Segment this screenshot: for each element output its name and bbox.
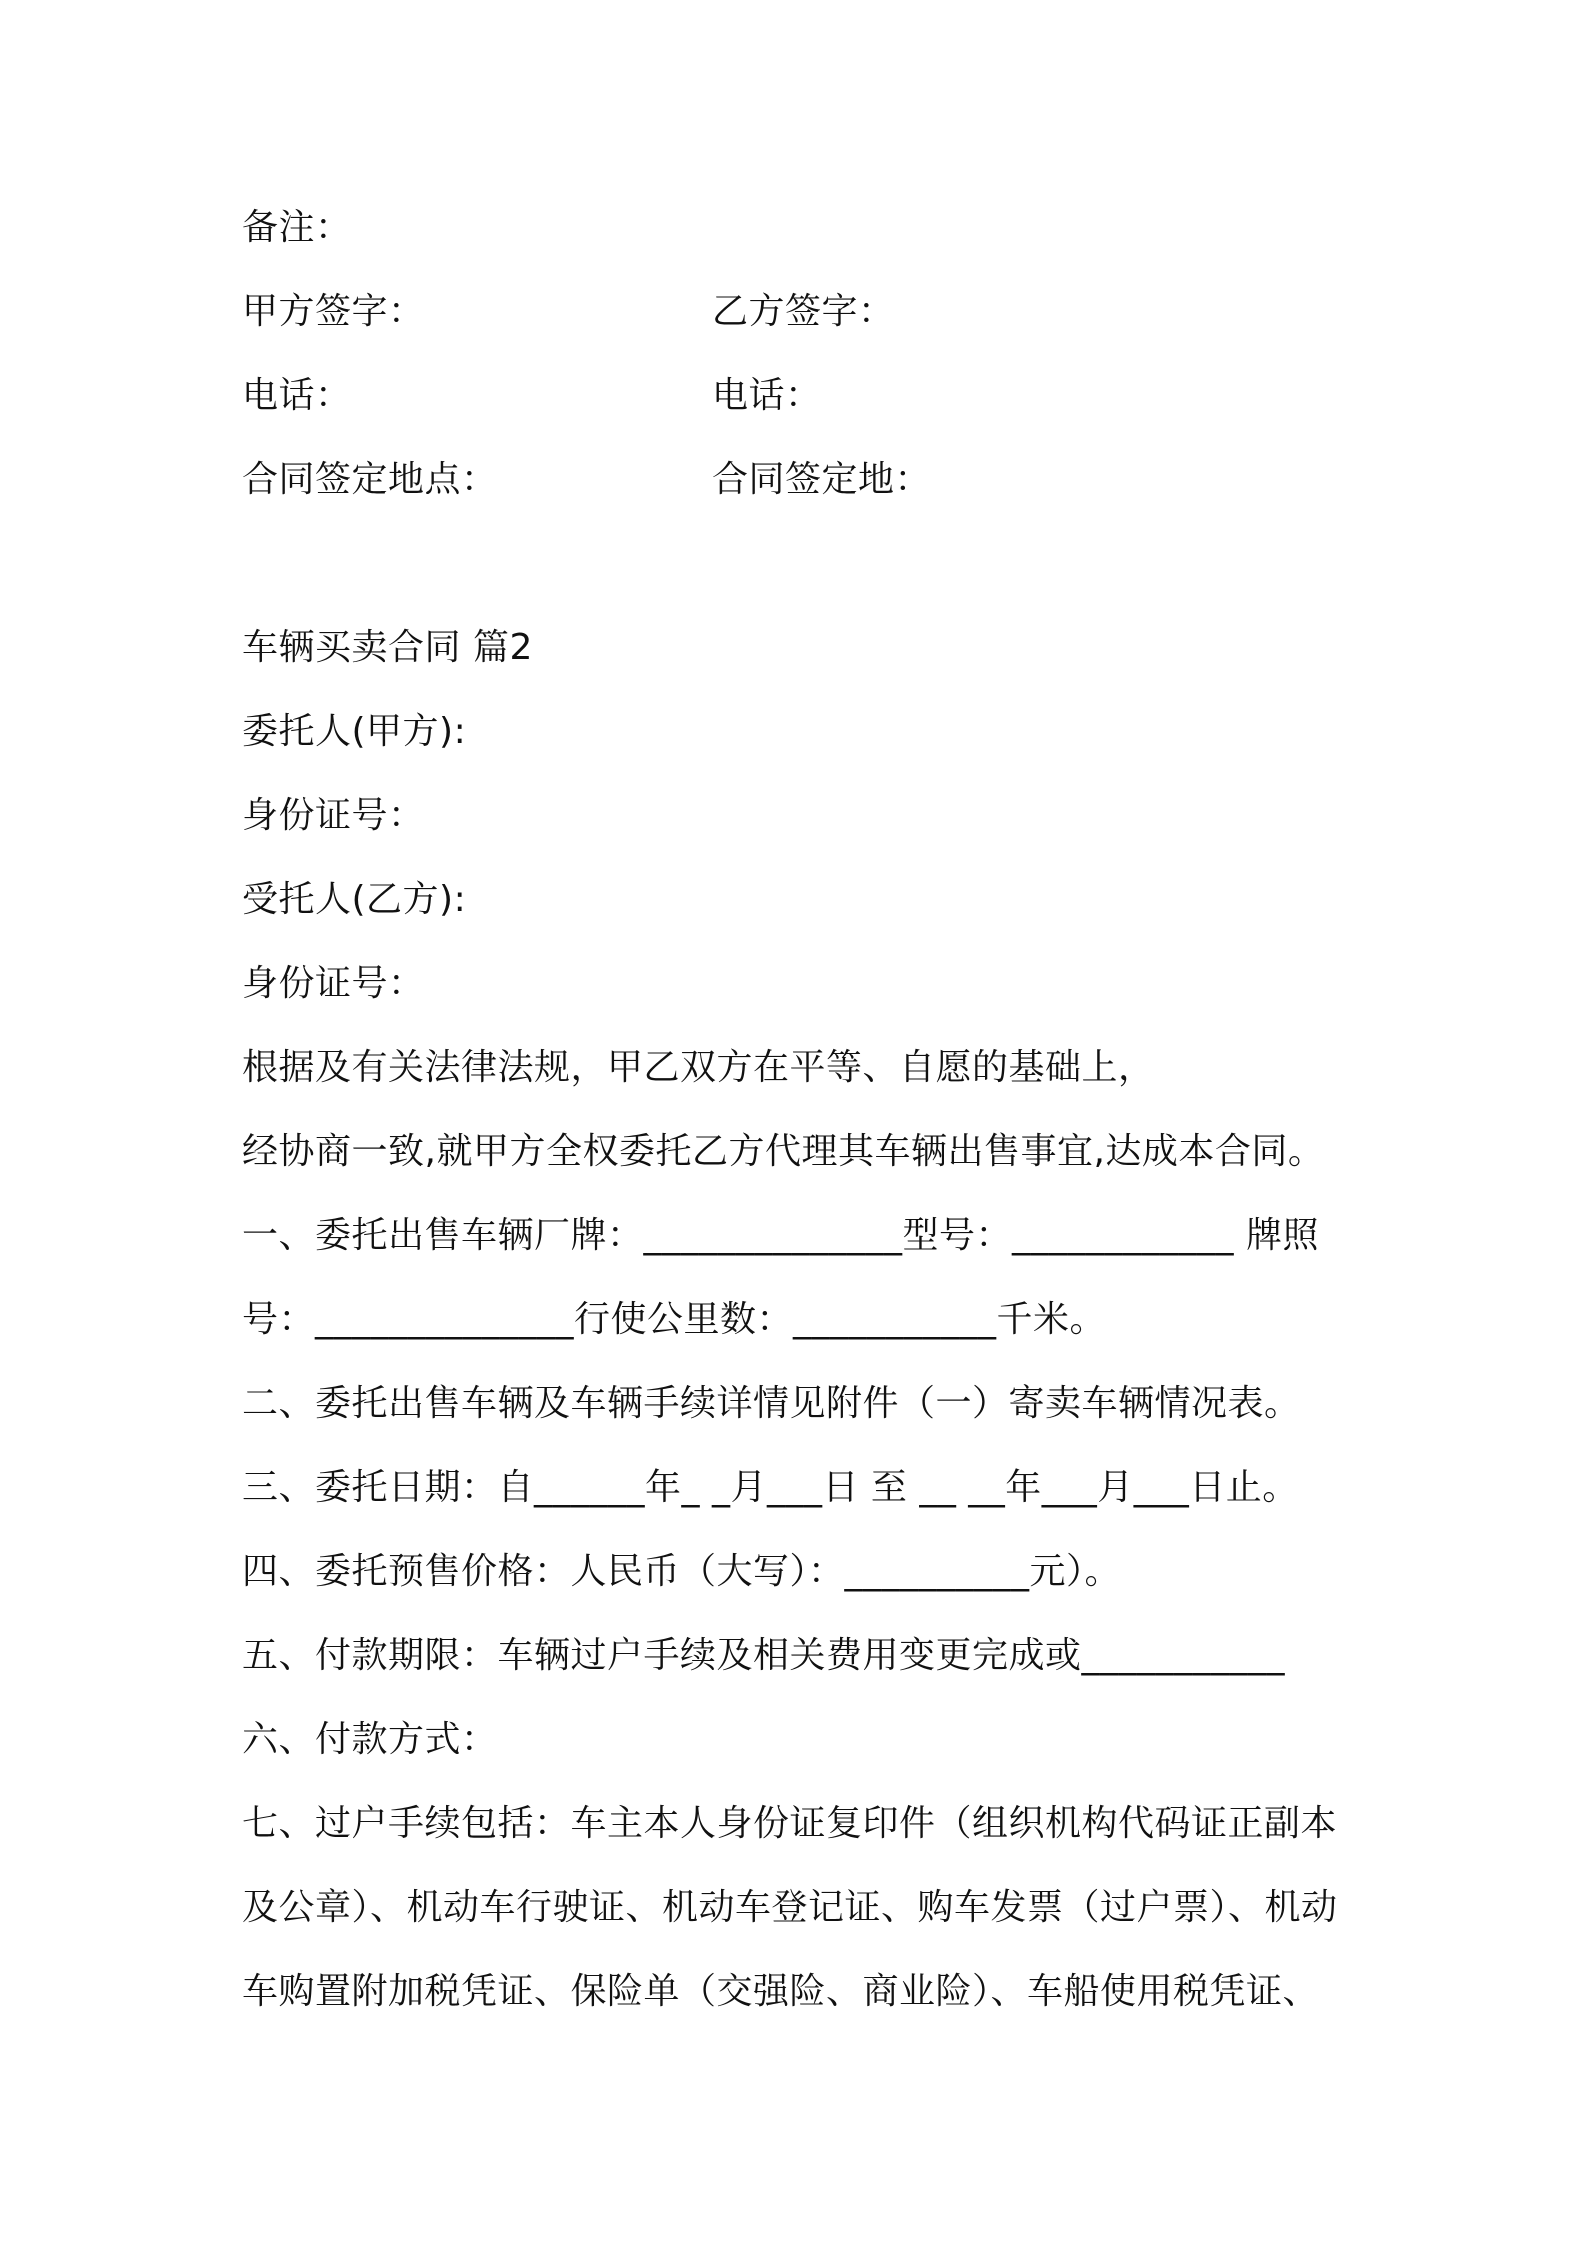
paragraph-1: 根据及有关法律法规，甲乙双方在平等、自愿的基础上， [242,1047,1155,1088]
remarks-line: 备注： [242,207,352,248]
item-3: 三、委托日期：自______年_ _月___日 至 __ __年___月___日止。 [242,1467,1299,1508]
item-7-line-3: 车购置附加税凭证、保险单（交强险、商业险）、车船使用税凭证、 [242,1971,1320,2012]
item-1-line-2: 号：______________行使公里数：___________千米。 [242,1299,1107,1340]
item-7-line-2: 及公章）、机动车行驶证、机动车登记证、购车发票（过户票）、机动 [242,1887,1338,1928]
party-b-signature: 乙方签字： [712,291,895,332]
client-id-line: 身份证号： [242,795,425,836]
party-b-phone: 电话： [712,375,822,416]
item-6: 六、付款方式： [242,1719,498,1760]
agent-id-line: 身份证号： [242,963,425,1004]
client-line: 委托人(甲方): [242,711,467,752]
party-a-signature: 甲方签字： [242,291,425,332]
item-4: 四、委托预售价格：人民币（大写）：__________元）。 [242,1551,1122,1592]
item-5: 五、付款期限：车辆过户手续及相关费用变更完成或___________ [242,1635,1286,1676]
party-a-phone: 电话： [242,375,352,416]
item-7-line-1: 七、过户手续包括：车主本人身份证复印件（组织机构代码证正副本 [242,1803,1338,1844]
section-title: 车辆买卖合同 篇2 [242,627,533,668]
item-1-line-1: 一、委托出售车辆厂牌：______________型号：____________ 牌照 [242,1215,1319,1256]
party-b-signing-place: 合同签定地： [712,459,932,500]
party-a-signing-place: 合同签定地点： [242,459,498,500]
paragraph-2: 经协商一致,就甲方全权委托乙方代理其车辆出售事宜,达成本合同。 [242,1131,1325,1172]
item-2: 二、委托出售车辆及车辆手续详情见附件（一）寄卖车辆情况表。 [242,1383,1301,1424]
agent-line: 受托人(乙方): [242,879,467,920]
